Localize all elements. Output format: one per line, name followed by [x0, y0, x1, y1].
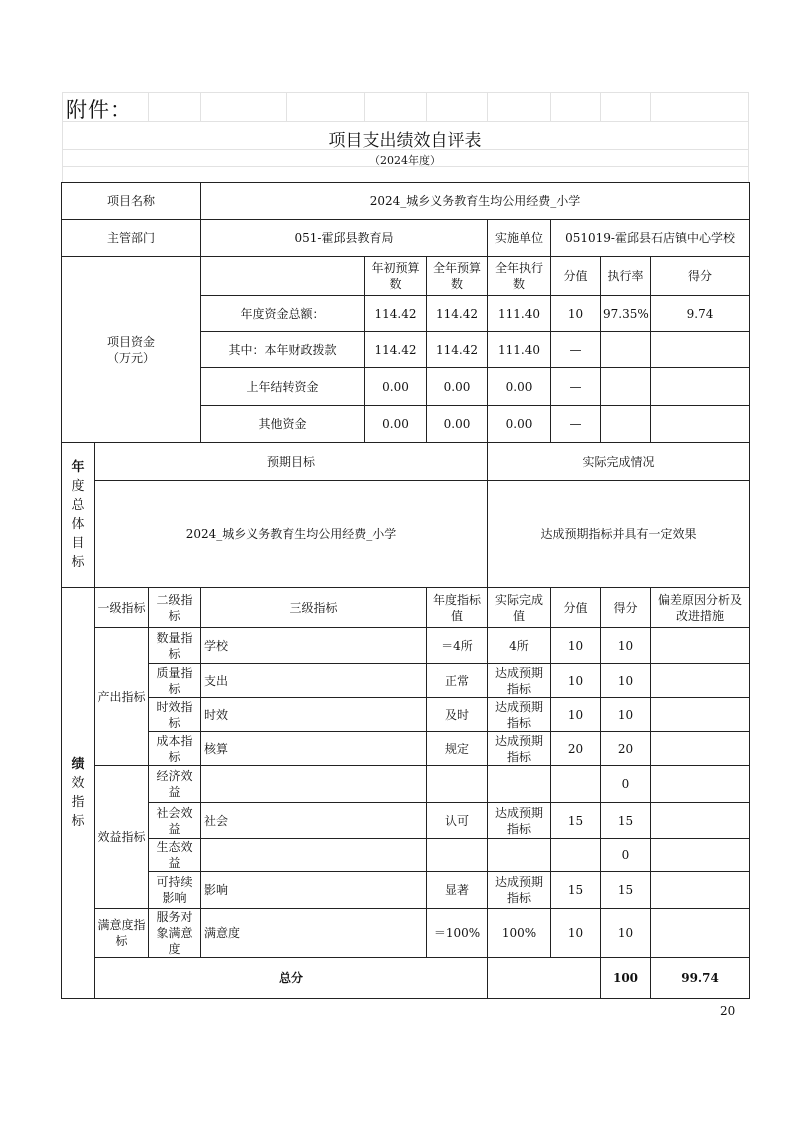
- vertical-char: 标: [71, 814, 85, 829]
- col-header-executed: 全年执行数: [488, 257, 551, 296]
- grid-line: [550, 92, 551, 122]
- grid-line: [148, 92, 149, 122]
- indicator-level2: 数量指标: [149, 628, 201, 664]
- indicator-weight: 15: [551, 872, 601, 909]
- indicator-row: [62, 664, 750, 698]
- total-score: 99.74: [651, 958, 750, 999]
- indicators-header-row: [62, 588, 750, 628]
- indicator-weight: [551, 839, 601, 872]
- vertical-char: 度: [71, 479, 85, 494]
- grid-line: [62, 121, 748, 122]
- funds-header-blank: [201, 257, 365, 296]
- indicator-target: ＝4所: [427, 628, 488, 664]
- indicator-actual: [488, 766, 551, 803]
- indicator-weight: 10: [551, 698, 601, 732]
- funds-executed: 111.40: [488, 296, 551, 332]
- grid-line: [650, 92, 651, 122]
- grid-line: [286, 92, 287, 122]
- indicator-actual: 达成预期指标: [488, 732, 551, 766]
- indicator-actual: [488, 839, 551, 872]
- grid-line: [364, 92, 365, 122]
- indicator-target: 规定: [427, 732, 488, 766]
- indicator-remark: [651, 803, 750, 839]
- project-name-row: [62, 183, 750, 220]
- vertical-char: 总: [71, 498, 85, 513]
- indicator-row: [62, 628, 750, 664]
- grid-line: [200, 92, 201, 122]
- funds-annual: 0.00: [427, 368, 488, 406]
- indicator-level2: 经济效益: [149, 766, 201, 803]
- department-label: 主管部门: [62, 220, 201, 257]
- indicator-level3: 核算: [201, 732, 427, 766]
- funds-rate: [601, 332, 651, 368]
- department-value: 051-霍邱县教育局: [201, 220, 488, 257]
- actual-completion-header: 实际完成情况: [488, 443, 750, 481]
- indicator-score: 10: [601, 909, 651, 958]
- level1-output: 产出指标: [95, 628, 149, 766]
- self-evaluation-table: [61, 182, 750, 999]
- implementing-unit-value: 051019-霍邱县石店镇中心学校: [551, 220, 750, 257]
- page-number: 20: [720, 1004, 736, 1018]
- indicator-level2: 生态效益: [149, 839, 201, 872]
- funds-annual: 114.42: [427, 332, 488, 368]
- funds-executed: 0.00: [488, 406, 551, 443]
- funds-executed: 111.40: [488, 332, 551, 368]
- grid-line: [600, 92, 601, 122]
- attachment-label: 附件：: [66, 98, 132, 122]
- funds-unit: （万元）: [106, 350, 155, 365]
- grid-line: [748, 92, 749, 182]
- vertical-char: 年: [71, 460, 85, 475]
- vertical-char: 标: [71, 555, 85, 570]
- indicator-score: 10: [601, 664, 651, 698]
- funds-label-cell: [62, 257, 201, 443]
- indicator-row: [62, 766, 750, 803]
- funds-score: 9.74: [651, 296, 750, 332]
- funds-weight: —: [551, 332, 601, 368]
- funds-rate: [601, 368, 651, 406]
- indicator-target: 及时: [427, 698, 488, 732]
- indicator-level3: [201, 766, 427, 803]
- indicator-score: 15: [601, 872, 651, 909]
- indicator-actual: 达成预期指标: [488, 664, 551, 698]
- total-weight: 100: [601, 958, 651, 999]
- funds-annual: 114.42: [427, 296, 488, 332]
- goals-content-row: [62, 481, 750, 588]
- indicator-actual: 达成预期指标: [488, 872, 551, 909]
- indicator-actual: 100%: [488, 909, 551, 958]
- indicator-actual: 达成预期指标: [488, 803, 551, 839]
- funds-rate: 97.35%: [601, 296, 651, 332]
- page-title: 项目支出绩效自评表: [328, 131, 482, 151]
- header-target: 年度指标值: [427, 588, 488, 628]
- funds-row-label: 上年结转资金: [201, 368, 365, 406]
- indicator-level3: [201, 839, 427, 872]
- total-row: [62, 958, 750, 999]
- indicator-score: 20: [601, 732, 651, 766]
- indicator-remark: [651, 698, 750, 732]
- indicator-level2: 成本指标: [149, 732, 201, 766]
- indicator-target: [427, 839, 488, 872]
- vertical-char: 目: [71, 536, 85, 551]
- funds-initial: 0.00: [365, 406, 427, 443]
- indicator-row: [62, 909, 750, 958]
- indicator-remark: [651, 664, 750, 698]
- indicator-remark: [651, 628, 750, 664]
- project-name-label: 项目名称: [62, 183, 201, 220]
- indicator-weight: 20: [551, 732, 601, 766]
- indicator-score: 15: [601, 803, 651, 839]
- indicator-level3: 满意度: [201, 909, 427, 958]
- indicator-actual: 达成预期指标: [488, 698, 551, 732]
- total-label: 总分: [95, 958, 488, 999]
- indicator-target: [427, 766, 488, 803]
- header-actual: 实际完成值: [488, 588, 551, 628]
- actual-completion-value: 达成预期指标并具有一定效果: [488, 481, 750, 588]
- funds-label: 项目资金: [106, 334, 155, 349]
- vertical-char: 绩: [71, 757, 85, 772]
- header-level3: 三级指标: [201, 588, 427, 628]
- indicator-level3: 学校: [201, 628, 427, 664]
- col-header-annual: 全年预算数: [427, 257, 488, 296]
- indicator-target: 正常: [427, 664, 488, 698]
- indicator-actual: 4所: [488, 628, 551, 664]
- indicator-target: ＝100%: [427, 909, 488, 958]
- vertical-char: 指: [71, 795, 85, 810]
- funds-score: [651, 332, 750, 368]
- funds-initial: 114.42: [365, 296, 427, 332]
- indicator-remark: [651, 839, 750, 872]
- header-weight: 分值: [551, 588, 601, 628]
- vertical-char: 体: [71, 517, 85, 532]
- indicator-row: [62, 803, 750, 839]
- funds-row-label: 其他资金: [201, 406, 365, 443]
- goals-header-row: [62, 443, 750, 481]
- indicator-score: 10: [601, 628, 651, 664]
- indicator-weight: 10: [551, 628, 601, 664]
- indicator-level3: 时效: [201, 698, 427, 732]
- funds-header-row: [62, 257, 750, 296]
- indicator-target: 显著: [427, 872, 488, 909]
- indicator-weight: 10: [551, 909, 601, 958]
- indicator-row: [62, 872, 750, 909]
- grid-line: [62, 92, 748, 93]
- col-header-initial: 年初预算数: [365, 257, 427, 296]
- indicator-weight: 10: [551, 664, 601, 698]
- indicators-vertical-label: [62, 588, 95, 999]
- indicator-weight: 15: [551, 803, 601, 839]
- indicator-score: 0: [601, 766, 651, 803]
- funds-initial: 114.42: [365, 332, 427, 368]
- page-subtitle: （2024年度）: [369, 154, 441, 167]
- indicator-level2: 质量指标: [149, 664, 201, 698]
- expected-goal-value: 2024_城乡义务教育生均公用经费_小学: [95, 481, 488, 588]
- vertical-char: 效: [71, 776, 85, 791]
- project-name-value: 2024_城乡义务教育生均公用经费_小学: [201, 183, 750, 220]
- grid-line: [487, 92, 488, 122]
- funds-rate: [601, 406, 651, 443]
- indicator-level3: 支出: [201, 664, 427, 698]
- indicator-score: 10: [601, 698, 651, 732]
- indicator-weight: [551, 766, 601, 803]
- goals-vertical-label: [62, 443, 95, 588]
- expected-goal-header: 预期目标: [95, 443, 488, 481]
- level1-satisfaction: 满意度指标: [95, 909, 149, 958]
- department-row: [62, 220, 750, 257]
- implementing-unit-label: 实施单位: [488, 220, 551, 257]
- indicator-score: 0: [601, 839, 651, 872]
- indicator-remark: [651, 732, 750, 766]
- indicator-row: [62, 698, 750, 732]
- funds-weight: —: [551, 368, 601, 406]
- col-header-rate: 执行率: [601, 257, 651, 296]
- indicator-level2: 社会效益: [149, 803, 201, 839]
- funds-executed: 0.00: [488, 368, 551, 406]
- total-blank: [488, 958, 601, 999]
- indicator-target: 认可: [427, 803, 488, 839]
- header-remark: 偏差原因分析及改进措施: [651, 588, 750, 628]
- indicator-remark: [651, 909, 750, 958]
- header-score: 得分: [601, 588, 651, 628]
- grid-line: [426, 92, 427, 122]
- funds-annual: 0.00: [427, 406, 488, 443]
- col-header-weight: 分值: [551, 257, 601, 296]
- indicator-row: [62, 839, 750, 872]
- indicator-level3: 社会: [201, 803, 427, 839]
- indicator-level2: 可持续影响: [149, 872, 201, 909]
- indicator-remark: [651, 872, 750, 909]
- indicator-remark: [651, 766, 750, 803]
- funds-weight: 10: [551, 296, 601, 332]
- level1-benefit: 效益指标: [95, 766, 149, 909]
- funds-initial: 0.00: [365, 368, 427, 406]
- funds-score: [651, 406, 750, 443]
- indicator-level2: 服务对象满意度: [149, 909, 201, 958]
- indicator-level3: 影响: [201, 872, 427, 909]
- funds-score: [651, 368, 750, 406]
- header-level2: 二级指标: [149, 588, 201, 628]
- header-level1: 一级指标: [95, 588, 149, 628]
- indicator-row: [62, 732, 750, 766]
- funds-row-label: 其中：本年财政拨款: [201, 332, 365, 368]
- indicator-level2: 时效指标: [149, 698, 201, 732]
- funds-weight: —: [551, 406, 601, 443]
- funds-row-label: 年度资金总额：: [201, 296, 365, 332]
- col-header-score: 得分: [651, 257, 750, 296]
